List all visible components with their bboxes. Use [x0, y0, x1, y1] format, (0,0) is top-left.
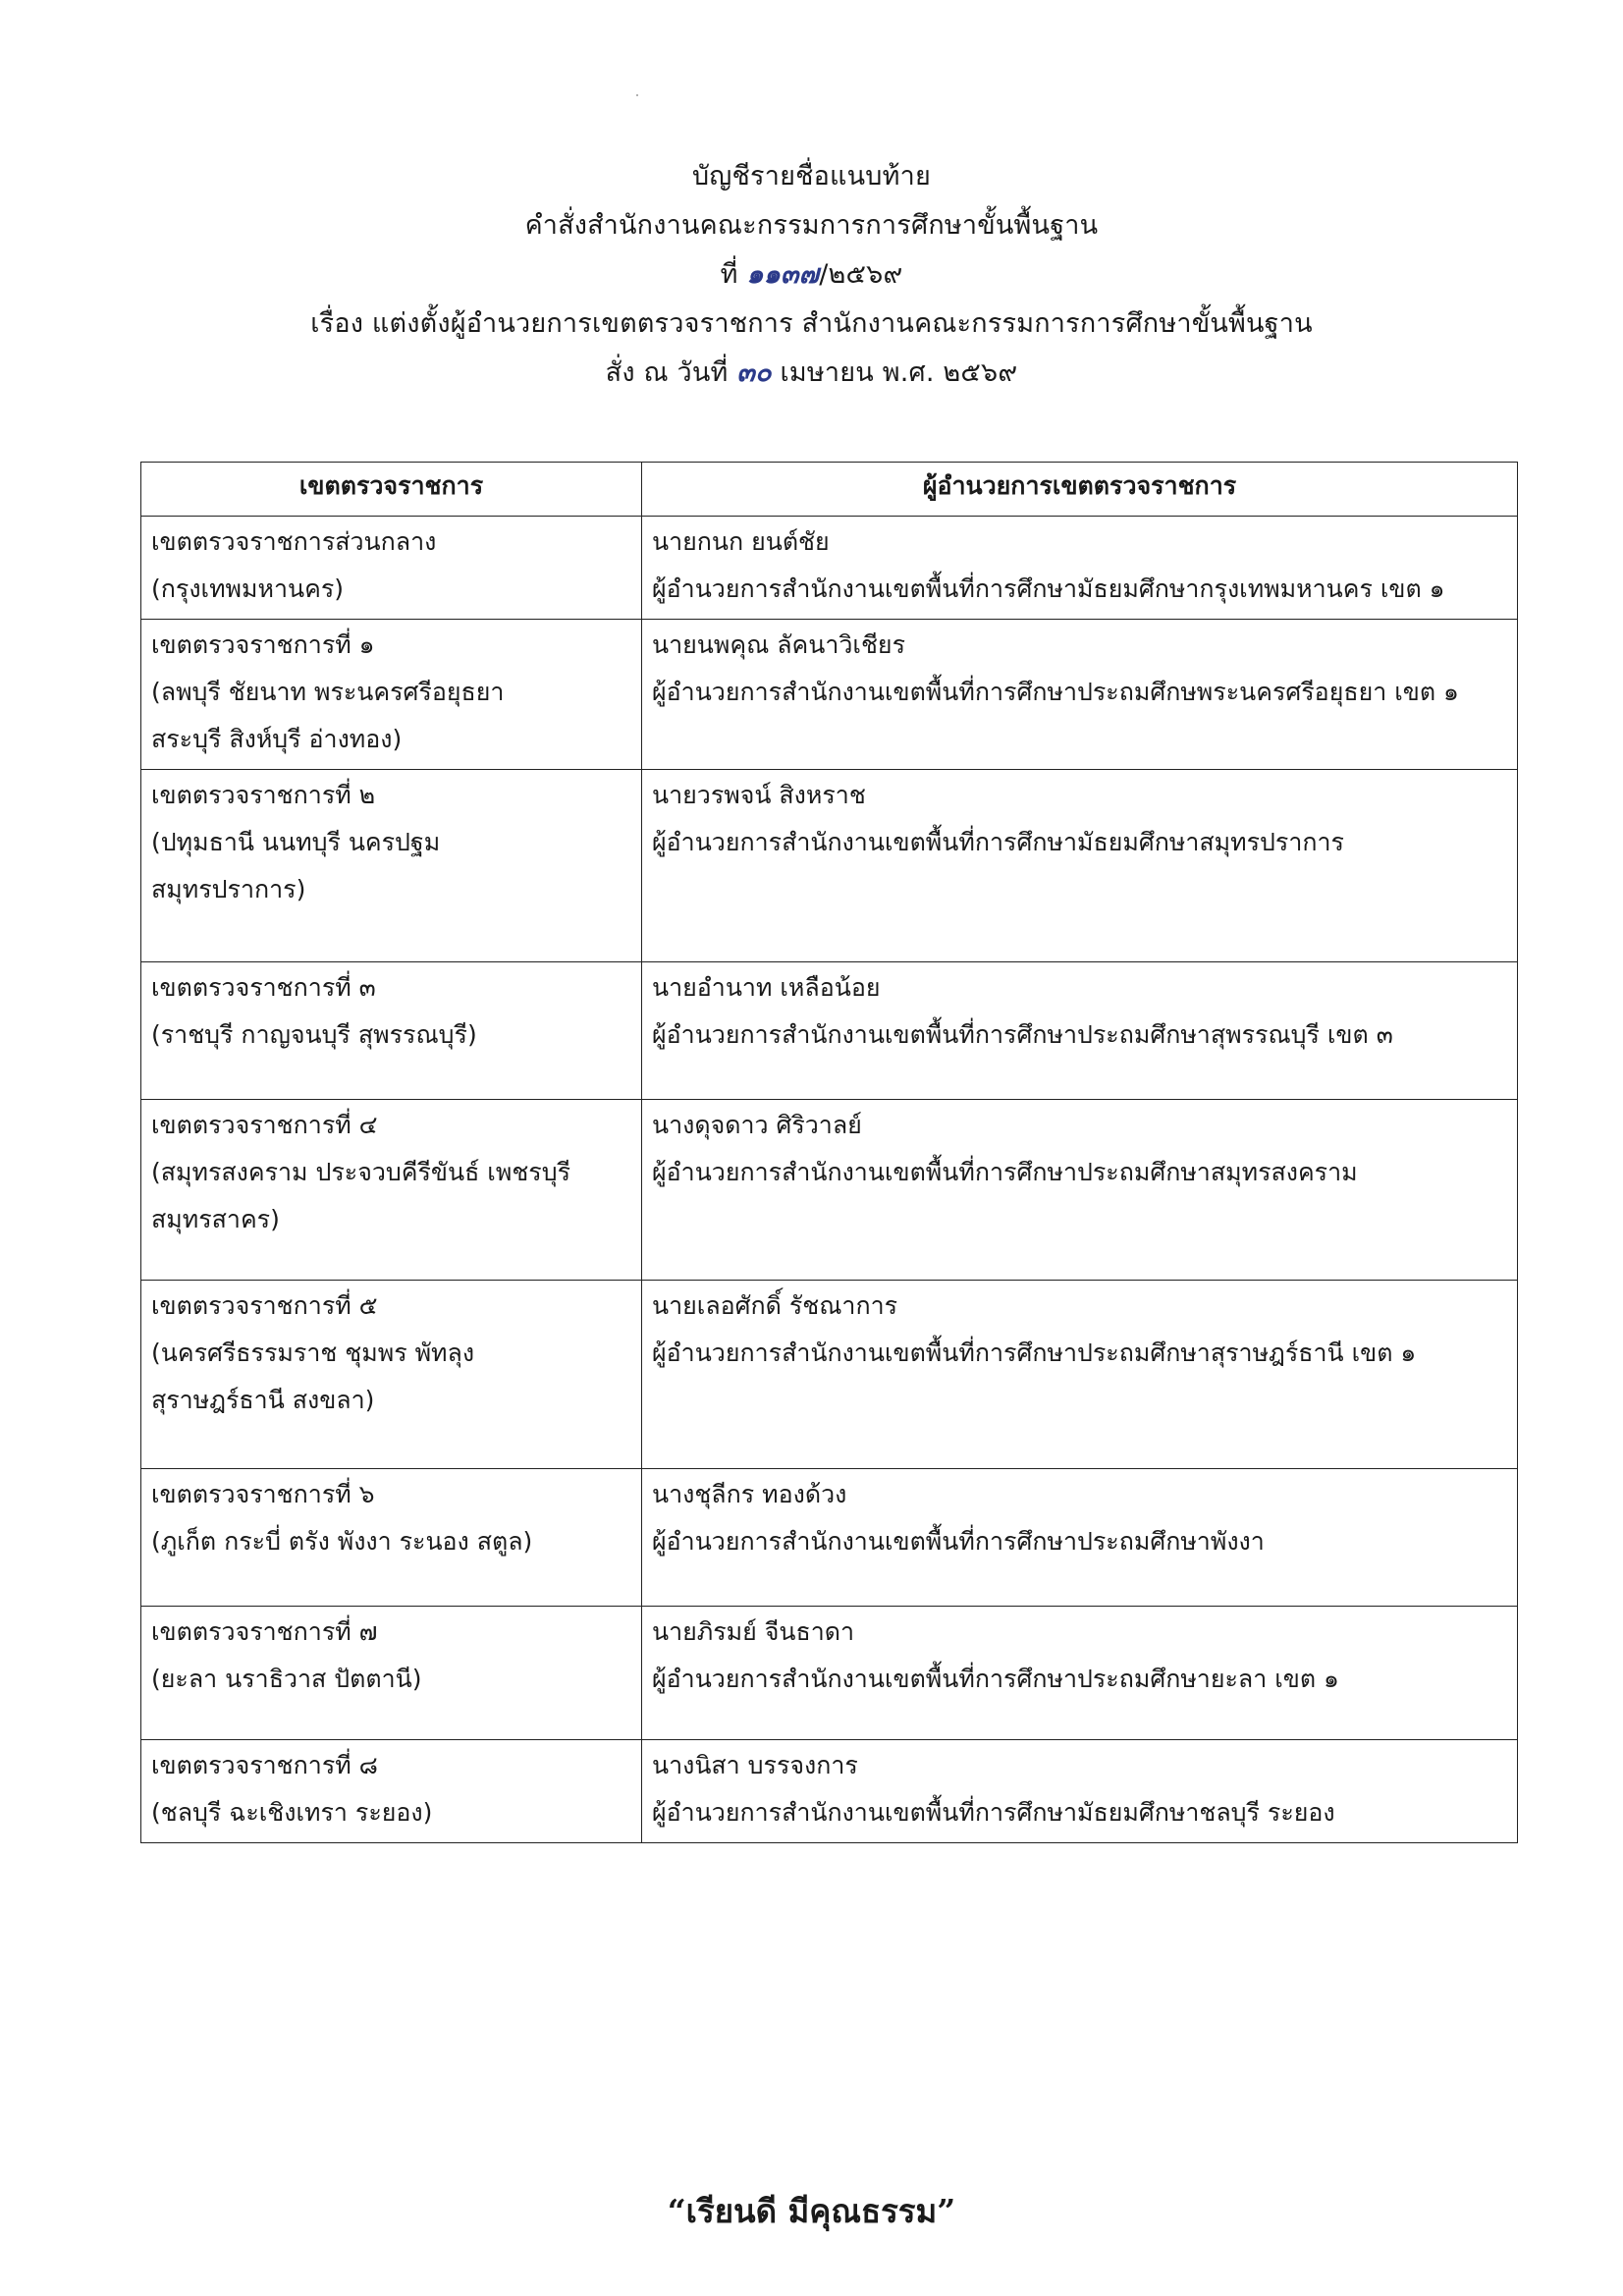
table-row	[141, 1607, 1518, 1740]
zone-cell	[141, 1607, 642, 1740]
scan-speck	[636, 94, 638, 96]
zone-name: เขตตรวจราชการที่ ๔	[151, 1111, 378, 1139]
zone-cell	[141, 1469, 642, 1607]
table-row	[141, 1740, 1518, 1843]
zone-provinces: (ภูเก็ต กระบี่ ตรัง พังงา ระนอง สตูล)	[151, 1527, 533, 1556]
order-date-day-handwritten: ๓๐	[736, 357, 772, 388]
zone-provinces: สมุทรสาคร)	[151, 1205, 280, 1233]
zone-name: เขตตรวจราชการที่ ๗	[151, 1617, 378, 1646]
zone-cell	[141, 1100, 642, 1281]
table-row	[141, 1281, 1518, 1469]
director-position: ผู้อำนวยการสำนักงานเขตพื้นที่การศึกษาประถมศึกษาสุราษฎร์ธานี เขต ๑	[652, 1339, 1417, 1367]
zone-cell	[141, 962, 642, 1100]
director-cell	[642, 1607, 1518, 1740]
zone-name: เขตตรวจราชการที่ ๘	[151, 1751, 378, 1779]
director-position: ผู้อำนวยการสำนักงานเขตพื้นที่การศึกษามัธยมศึกษาชลบุรี ระยอง	[652, 1798, 1335, 1827]
document-header	[0, 152, 1623, 398]
zone-provinces: (ยะลา นราธิวาส ปัตตานี)	[151, 1665, 422, 1693]
order-subject: เรื่อง แต่งตั้งผู้อำนวยการเขตตรวจราชการ สำนักงานคณะกรรมการการศึกษาขั้นพื้นฐาน	[310, 308, 1313, 339]
zone-provinces: สุราษฎร์ธานี สงขลา)	[151, 1386, 375, 1414]
director-cell	[642, 517, 1518, 620]
table-row	[141, 962, 1518, 1100]
director-name: นางชุลีกร ทองด้วง	[652, 1480, 847, 1508]
director-name: นายกนก ยนต์ชัย	[652, 527, 830, 556]
order-number-year: /๒๕๖๙	[819, 259, 903, 290]
zone-name: เขตตรวจราชการที่ ๕	[151, 1291, 378, 1320]
zone-cell	[141, 620, 642, 770]
director-name: นายอำนาท เหลือน้อย	[652, 973, 881, 1002]
director-position: ผู้อำนวยการสำนักงานเขตพื้นที่การศึกษาประถมศึกษาสมุทรสงคราม	[652, 1158, 1358, 1186]
order-number-handwritten: ๑๑๓๗	[746, 259, 820, 290]
director-name: นายภิรมย์ จีนธาดา	[652, 1617, 855, 1646]
table-row	[141, 620, 1518, 770]
director-name: นายวรพจน์ สิงหราช	[652, 781, 866, 809]
director-cell	[642, 770, 1518, 962]
order-number	[0, 250, 1623, 300]
zone-provinces: (ชลบุรี ฉะเชิงเทรา ระยอง)	[151, 1798, 433, 1827]
table-row	[141, 1100, 1518, 1281]
director-cell	[642, 962, 1518, 1100]
column-header-zone: เขตตรวจราชการ	[141, 463, 642, 517]
zone-cell	[141, 1740, 642, 1843]
director-position: ผู้อำนวยการสำนักงานเขตพื้นที่การศึกษามัธยมศึกษากรุงเทพมหานคร เขต ๑	[652, 574, 1445, 603]
zone-provinces: (นครศรีธรรมราช ชุมพร พัทลุง	[151, 1339, 475, 1367]
zone-name: เขตตรวจราชการที่ ๓	[151, 973, 376, 1002]
zone-provinces: (ลพบุรี ชัยนาท พระนครศรีอยุธยา	[151, 678, 505, 706]
director-cell	[642, 1100, 1518, 1281]
zone-name: เขตตรวจราชการส่วนกลาง	[151, 527, 437, 556]
director-position: ผู้อำนวยการสำนักงานเขตพื้นที่การศึกษาประถมศึกษาพังงา	[652, 1527, 1265, 1556]
director-roster-table	[140, 462, 1518, 1843]
table-row	[141, 1469, 1518, 1607]
zone-provinces: สระบุรี สิงห์บุรี อ่างทอง)	[151, 725, 403, 753]
zone-name: เขตตรวจราชการที่ ๒	[151, 781, 376, 809]
order-date	[0, 349, 1623, 398]
zone-provinces: (ปทุมธานี นนทบุรี นครปฐม	[151, 828, 441, 856]
column-header-director: ผู้อำนวยการเขตตรวจราชการ	[642, 463, 1518, 517]
director-name: นางดุจดาว ศิริวาลย์	[652, 1111, 862, 1139]
zone-name: เขตตรวจราชการที่ ๖	[151, 1480, 375, 1508]
zone-provinces: (ราชบุรี กาญจนบุรี สุพรรณบุรี)	[151, 1020, 477, 1049]
director-cell	[642, 1281, 1518, 1469]
zone-cell	[141, 517, 642, 620]
director-name: นายเลอศักดิ์ รัชณาการ	[652, 1291, 898, 1320]
zone-provinces: สมุทรปราการ)	[151, 875, 306, 903]
director-cell	[642, 1740, 1518, 1843]
director-position: ผู้อำนวยการสำนักงานเขตพื้นที่การศึกษาประถมศึกษพระนครศรีอยุธยา เขต ๑	[652, 678, 1459, 706]
director-name: นายนพคุณ ลัคนาวิเชียร	[652, 630, 906, 659]
director-position: ผู้อำนวยการสำนักงานเขตพื้นที่การศึกษาประถมศึกษายะลา เขต ๑	[652, 1665, 1339, 1693]
director-position: ผู้อำนวยการสำนักงานเขตพื้นที่การศึกษาประถมศึกษาสุพรรณบุรี เขต ๓	[652, 1020, 1393, 1049]
footer-motto: “เรียนดี มีคุณธรรม”	[667, 2192, 956, 2230]
zone-provinces: (สมุทรสงคราม ประจวบคีรีขันธ์ เพชรบุรี	[151, 1158, 571, 1186]
order-date-month-year: เมษายน พ.ศ. ๒๕๖๙	[771, 357, 1018, 388]
zone-cell	[141, 770, 642, 962]
table-header-row	[141, 463, 1518, 517]
zone-provinces: (กรุงเทพมหานคร)	[151, 574, 345, 603]
director-cell	[642, 620, 1518, 770]
order-issuer: คำสั่งสำนักงานคณะกรรมการการศึกษาขั้นพื้นฐาน	[524, 210, 1099, 241]
zone-name: เขตตรวจราชการที่ ๑	[151, 630, 375, 659]
table-row	[141, 517, 1518, 620]
order-date-prefix: สั่ง ณ วันที่	[605, 357, 737, 388]
zone-cell	[141, 1281, 642, 1469]
director-cell	[642, 1469, 1518, 1607]
document-title: บัญชีรายชื่อแนบท้าย	[691, 161, 932, 191]
order-number-prefix: ที่	[720, 259, 747, 290]
table-row	[141, 770, 1518, 962]
director-position: ผู้อำนวยการสำนักงานเขตพื้นที่การศึกษามัธยมศึกษาสมุทรปราการ	[652, 828, 1344, 856]
director-name: นางนิสา บรรจงการ	[652, 1751, 858, 1779]
